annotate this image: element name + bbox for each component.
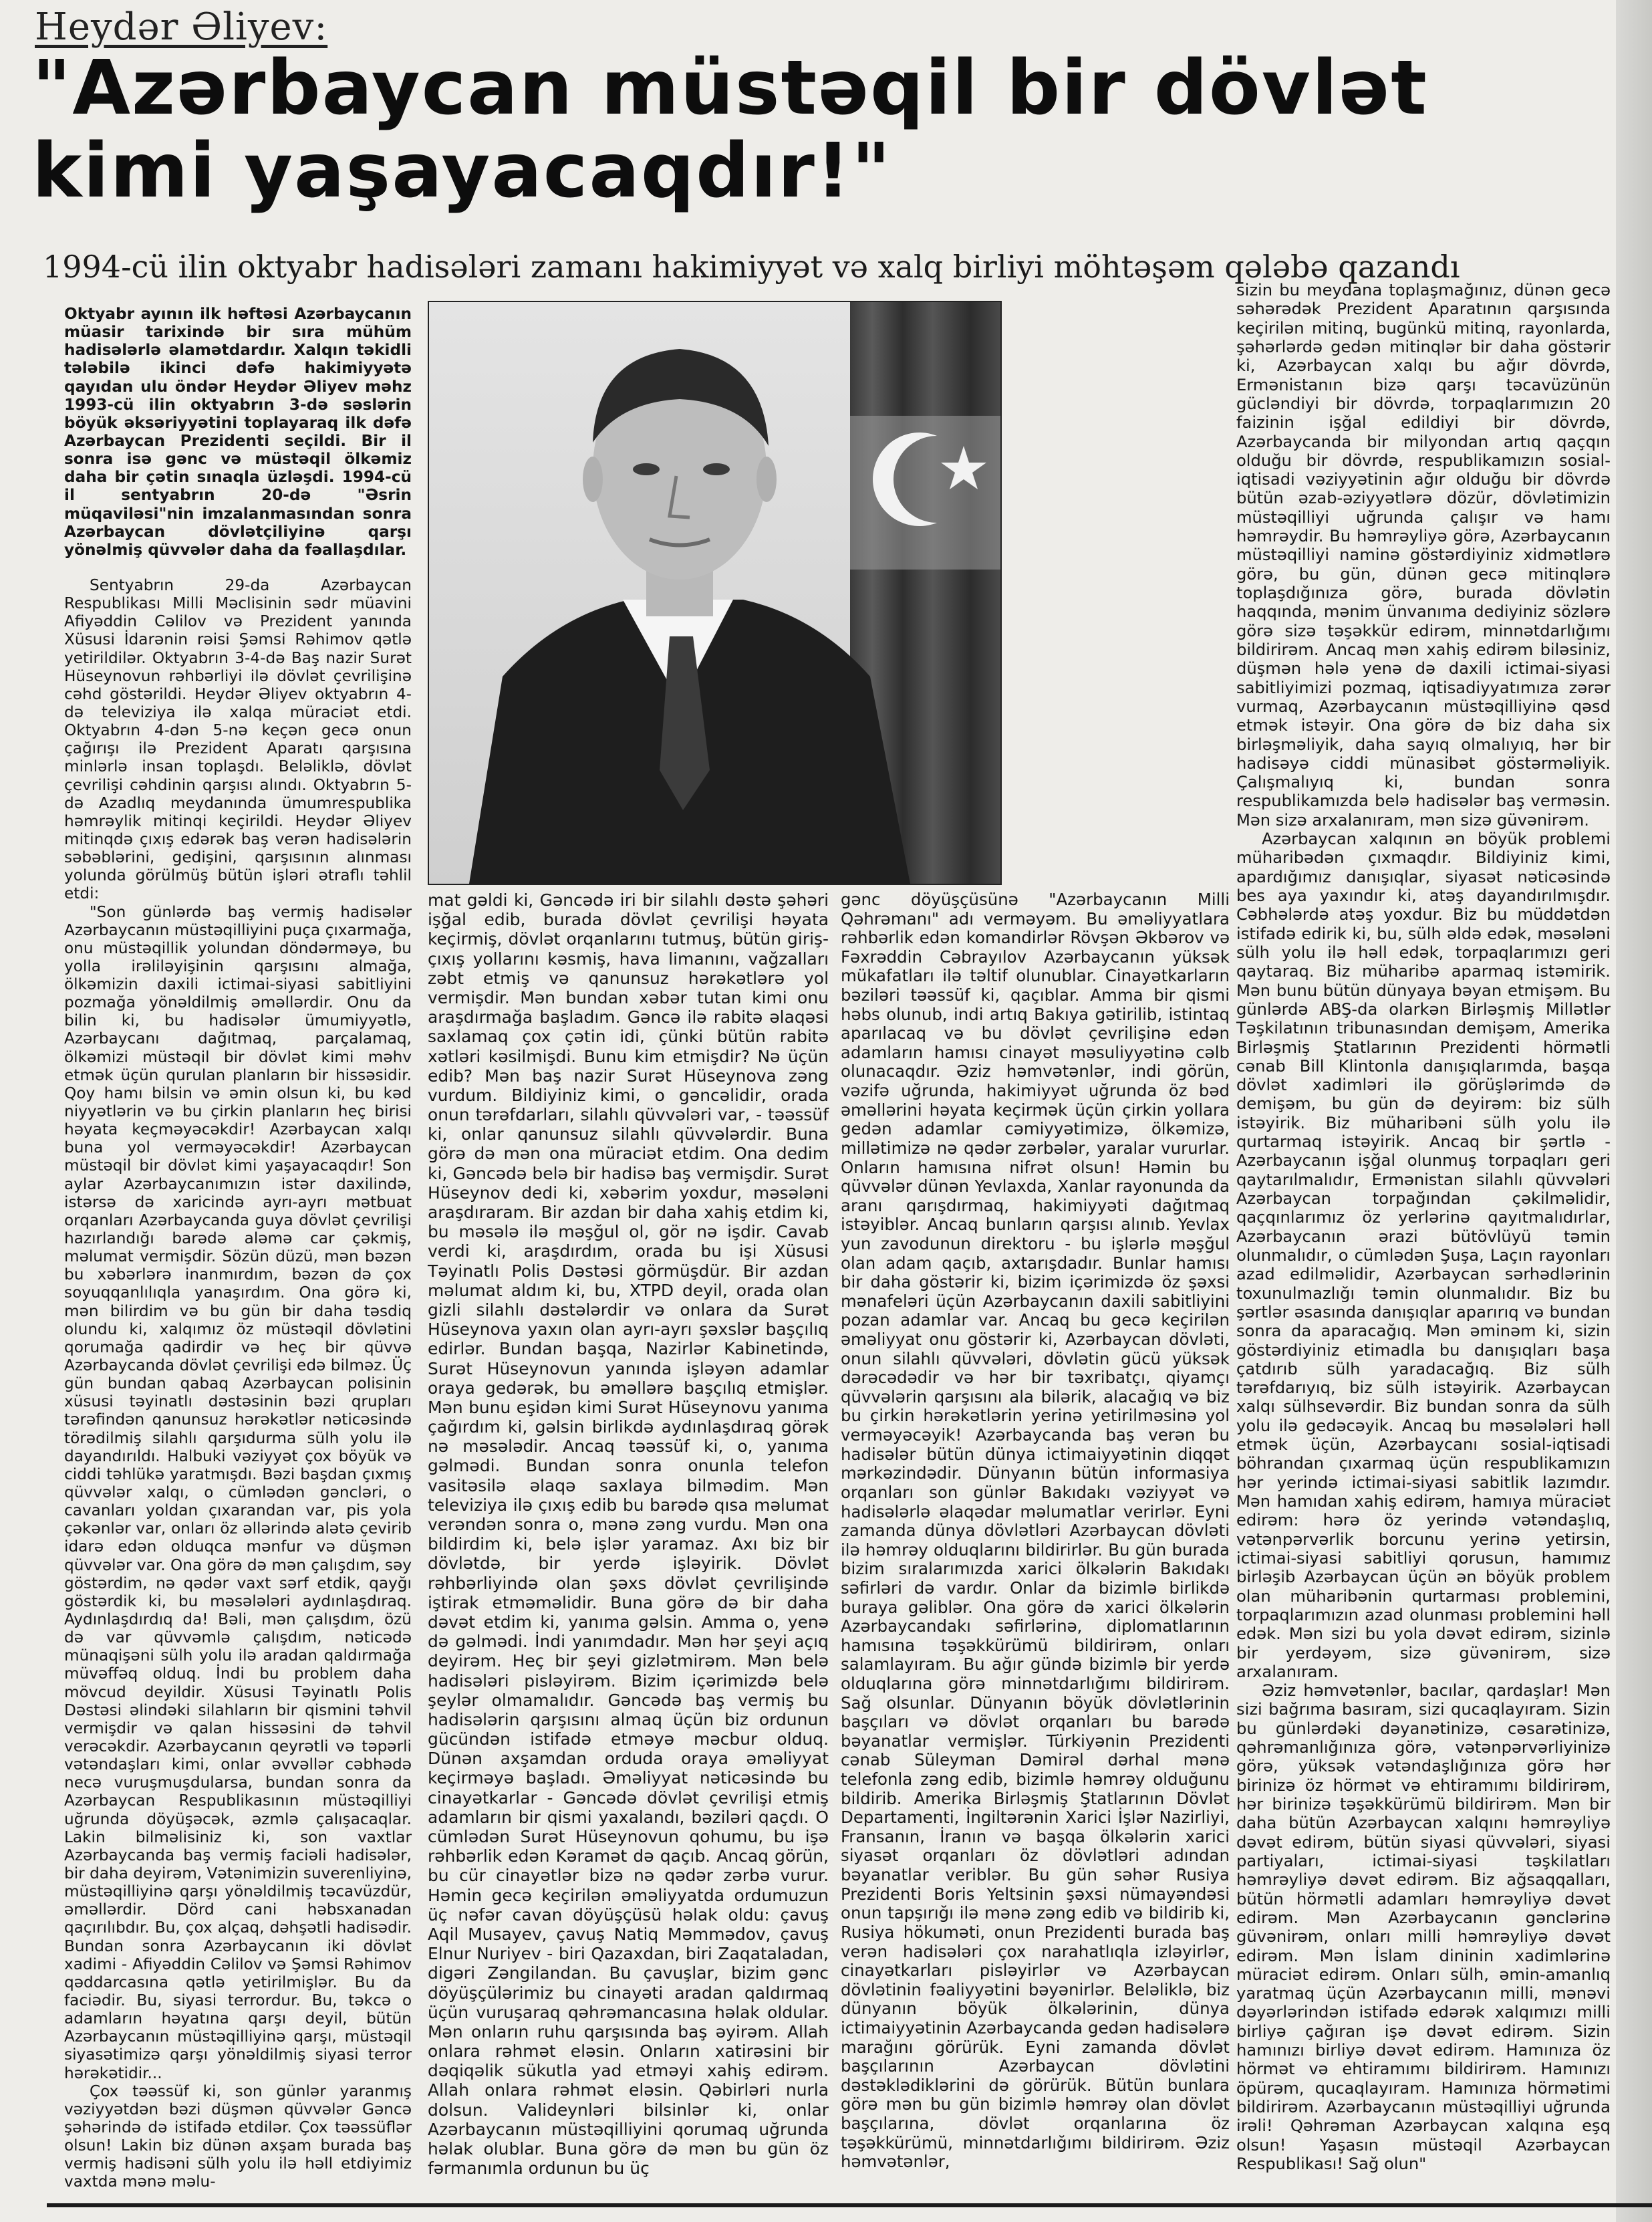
column-4 bbox=[1236, 281, 1611, 2173]
article-kicker: Heydər Əliyev: bbox=[35, 5, 328, 49]
body-paragraph: Azərbaycan xalqının ən böyük problemi müharibədən çıxmaqdır. Bildiyiniz kimi, apardığımız danışıqlar, siyasət nəticəsində bes aya yaxındır ki, atəş dayandırılmışdır. Cəbhələrdə atəş yoxdur. Biz bu müddətdən istifadə edirik ki, bu, sülh əldə edək, məsələni sülh yolu ilə həll edək, torpaqlarımızı geri qaytaraq. Biz müharibə aparmaq istəmirik. Mən bunu bütün dünyaya bəyan etmişəm. Bu günlərdə ABŞ-da olarkən Birləşmiş Millətlər Təşkilatının tribunasından demişəm, Amerika Birləşmiş Ştatlarının Prezidenti hörmətli cənab Bill Klintonla danışıqlarımda, başqa dövlət xadimləri ilə görüşlərimdə də demişəm, bu gün də deyirəm: biz sülh istəyirik. Biz müharibəni sülh yolu ilə qurtarmaq istəyirik. Ancaq bir şərtlə - Azərbaycanın işğal olunmuş torpaqları geri qaytarılmalıdır, Ermənistan silahlı qüvvələri Azərbaycan torpağından çəkilməlidir, qaçqınlarımız öz yerlərinə qayıtmalıdırlar, Azərbaycanın ərazi bütövlüyü təmin olunmalıdır, o cümlədən Şuşa, Laçın rayonları azad edilməlidir, Azərbaycan sərhədlərinin toxunulmazlığı təmin olunmalıdır. Biz bu şərtlər əsasında danışıqlar aparırıq və bundan sonra da aparacağıq. Mən əminəm ki, sizin göstərdiyiniz etimadla bu danışıqları başa çatdırıb sülh yaradacağıq. Biz sülh tərəfdarıyıq, biz sülh istəyirik. Azərbaycan xalqı sülhsevərdir. Biz bundan sonra da sülh yolu ilə gedəcəyik. Ancaq bu məsələləri həll etmək üçün, Azərbaycanı sosial-iqtisadi böhrandan çıxarmaq üçün respublikamızın hər yerində ictimai-siyasi sabitlik lazımdır. Mən hamıdan xahiş edirəm, hamıya müraciət edirəm: hərə öz yerində vətəndaşlıq, vətənpərvərlik borcunu yerinə yetirsin, ictimai-siyasi sabitliyi qorusun, hamımız birləşib Azərbaycan üçün ən böyük problem olan müharibənin qurtarması problemini, torpaqlarımızın azad olunması problemini həll edək. Mən sizi bu yola dəvət edirəm, sizinlə bir yerdəyəm, sizə güvənirəm, sizə arxalanıram. bbox=[1236, 830, 1611, 1681]
article-subheadline: 1994-cü ilin oktyabr hadisələri zamanı hakimiyyət və xalq birliyi möhtəşəm qələbə qazandı bbox=[43, 249, 1460, 285]
portrait-photo bbox=[428, 301, 1002, 885]
body-paragraph: Çox təəssüf ki, son günlər yaranmış vəziyyətdən bəzi düşmən qüvvələr Gəncə şəhərində də istifadə etdilər. Çox təəssüflər olsun! Lakin biz dünən axşam burada baş vermiş hadisəni sülh yolu ilə həll etdiyimiz vaxtda mənə məlu- bbox=[64, 2082, 412, 2191]
body-paragraph: sizin bu meydana toplaşmağınız, dünən gecə səhərədək Prezident Aparatının qarşısında keçirilən mitinq, bugünkü mitinq, rayonlarda, şəhərlərdə gedən mitinqlər bir daha göstərir ki, Azərbaycan xalqı bu ağır dövrdə, Ermənistanın bizə qarşı təcavüzünün gücləndiyi bir dövrdə, torpaqlarımızın 20 faizinin işğal edildiyi bir dövrdə, Azərbaycanda bir milyondan artıq qaçqın olduğu bir dövrdə, respublikamızın sosial-iqtisadi vəziyyətinin ağır olduğu bir dövrdə bütün əzab-əziyyətlərə dözür, dövlətimizin müstəqilliyi uğrunda çalışır və hamı həmrəydir. Bu həmrəyliyə görə, Azərbaycanın müstəqilliyi naminə göstərdiyiniz xidmətlərə görə, bu gün, dünən gecə mitinqlərə toplaşdığınıza görə, burada dövlətin haqqında, mənim ünvanıma dediyiniz sözlərə görə sizə təşəkkür edirəm, minnətdarlığımı bildirirəm. Ancaq mən xahiş edirəm biləsiniz, düşmən hələ yenə də daxili ictimai-siyasi sabitliyimizi pozmaq, iqtisadiyyatımıza zərər vurmaq, Azərbaycanın müstəqilliyinə qəsd etmək istəyir. Ona görə də biz daha six birləşməliyik, daha sayıq olmalıyıq, hər bir hadisəyə ciddi münasibət göstərməliyik. Çalışmalıyıq ki, bundan sonra respublikamızda belə hadisələr baş verməsin. Mən sizə arxalanıram, mən sizə güvənirəm. bbox=[1236, 281, 1611, 830]
portrait-illustration bbox=[429, 302, 1000, 884]
body-paragraph: Əziz həmvətənlər, bacılar, qardaşlar! Mən sizi bağrıma basıram, sizi qucaqlayıram. Sizin bu günlərdəki dəyanətinizə, cəsarətinizə, qəhrəmanlığınıza görə, vətənpərvərliyinizə görə, yüksək vətəndaşlığınıza görə hər birinizə öz hörmət və ehtiramımı bildirirəm, hər birinizə təşəkkürümü bildirirəm. Mən bir daha bütün Azərbaycan xalqını həmrəyliyə dəvət edirəm, bütün siyasi qüvvələri, siyasi partiyaları, ictimai-siyasi təşkilatları həmrəyliyə dəvət edirəm. Biz ağsaqqalları, bütün hörmətli adamları həmrəyliyə dəvət edirəm. Mən Azərbaycanın gənclərinə güvənirəm, onları milli həmrəyliyə dəvət edirəm. Mən İslam dininin xadimlərinə müraciət edirəm. Onları sülh, əmin-amanlıq yaratmaq üçün Azərbaycanın milli, mənəvi dəyərlərindən istifadə edərək xalqımızı milli birliyə çağıran işə dəvət edirəm. Sizin hamınızı birliyə dəvət edirəm. Hamınıza öz hörmət və ehtiramımı bildirirəm. Hamınızı öpürəm, qucaqlayıram. Hamınıza hörmətimi bildirirəm. Azərbaycanın müstəqilliyi uğrunda irəli! Qəhrəman Azərbaycan xalqına eşq olsun! Yaşasın müstəqil Azərbaycan Respublikası! Sağ olun" bbox=[1236, 1681, 1611, 2173]
bottom-rule bbox=[47, 2203, 1652, 2207]
body-paragraph: "Son günlərdə baş vermiş hadisələr Azərbaycanın müstəqilliyini puça çıxarmağa, onu müstəqillik yolundan döndərməyə, bu yolla irəliləyişinin qarşısını almağa, ölkəmizin daxili ictimai-siyasi sabitliyini pozmağa yönəldilmiş əməllərdir. Onu da bilin ki, bu hadisələr ümumiyyətlə, Azərbaycanı dağıtmaq, parçalamaq, ölkəmizi müstəqil bir dövlət kimi məhv etmək üçün qurulan planların bir hissəsidir. Qoy hamı bilsin və əmin olsun ki, bu kəd niyyətlərin və bu çirkin planların heç birisi həyata keçməyəcəkdir! Azərbaycan xalqı buna yol verməyəcəkdir! Azərbaycan müstəqil bir dövlət kimi yaşayacaqdır! Son aylar Azərbaycanımızın istər daxilində, istərsə də xaricində ayrı-ayrı mətbuat orqanları Azərbaycanda guya dövlət çevrilişi hazırlandığı barədə aləmə car çəkmiş, məlumat vermişdir. Sözün düzü, mən bəzən bu xəbərlərə inanmırdım, bəzən də çox soyuqqanlılıqla yanaşırdım. Ona görə ki, mən bilirdim və bu gün bir daha təsdiq olundu ki, xalqımız öz müstəqil dövlətini qorumağa qadirdir və heç bir qüvvə Azərbaycanda dövlət çevrilişi edə bilməz. Üç gün bundan qabaq Azərbaycan polisinin xüsusi təyinatlı dəstəsinin bəzi qrupları tərəfindən qanunsuz hərəkətlər nəticəsində törədilmiş silahlı qarşıdurma sülh yolu ilə dayandırıldı. Halbuki vəziyyət çox böyük və ciddi təhlükə yaratmışdı. Bəzi başdan çıxmış qüvvələr xalqı, o cümlədən gəncləri, o cavanları yoldan çıxarandan var, pis yola çəkənlər var, onları öz əllərində alətə çevirib idarə edən olduqca mənfur və düşmən qüvvələr var. Ona görə də mən çalışdım, səy göstərdim, nə qədər vaxt sərf etdik, qayğı göstərdik ki, bu məsələləri aydınlaşdıraq. Aydınlaşdırdıq da! Bəli, mən çalışdım, özü də var qüvvəmlə çalışdım, nəticədə münaqişəni sülh yolu ilə aradan qaldırmağa müvəffəq olduq. İndi bu problem daha mövcud deyildir. Xüsusi Təyinatlı Polis Dəstəsi əlindəki silahların bir qismini təhvil vermişdir və qalan hissəsini də təhvil verəcəkdir. Azərbaycanın qeyrətli və təpərli vətəndaşları kimi, onlar əvvəllər cəbhədə necə vuruşmuşdularsa, bundan sonra da Azərbaycan Respublikasının müstəqilliyi uğrunda döyüşəcək, əzmlə çalışacaqlar. Lakin bilməlisiniz ki, son vaxtlar Azərbaycanda baş vermiş faciəli hadisələr, bir daha deyirəm, Vətənimizin suverenliyinə, müstəqilliyinə qarşı yönəldilmiş təcavüzdür, əməllərdir. Dörd cani həbsxanadan qaçırılıbdır. Bu, çox alçaq, dəhşətli hadisədir. Bundan sonra Azərbaycanın iki dövlət xadimi - Afiyəddin Cəlilov və Şəmsi Rəhimov qəddarcasına qətlə yetirilmişlər. Bu da faciədir. Bu, siyasi terrordur. Bu, təkcə o adamların həyatına qarşı deyil, bütün Azərbaycanın müstəqilliyinə qarşı, müstəqil siyasətimizə qarşı yönəldilmiş siyasi terror hərəkətidir... bbox=[64, 902, 412, 2082]
body-paragraph: gənc döyüşçüsünə "Azərbaycanın Milli Qəhrəmanı" adı verməyəm. Bu əməliyyatlara rəhbərlik edən komandirlər Rövşən Əkbərov və Fəxrəddin Cəbrayılov Azərbaycanın yüksək mükafatları ilə təltif olunublar. Cinayətkarların bəziləri təəssüf ki, qaçıblar. Amma bir qismi həbs olunub, indi artıq Bakıya gətirilib, istintaq aparılacaq və bu dövlət çevrilişinə edən adamların hamısı cinayət məsuliyyətinə cəlb olunacaqdır. Əziz həmvətənlər, indi görün, vəzifə uğrunda, hakimiyyət uğrunda öz bəd əməllərini həyata keçirmək üçün çirkin yollara gedən adamlar cəmiyyətimizə, ölkəmizə, millətimizə nə qədər zərbələr, yaralar vururlar. Onların hamısına nifrət olsun! Həmin bu qüvvələr dünən Yevlaxda, Xanlar rayonunda da aranı qarışdırmaq, hakimiyyəti dağıtmaq istəyiblər. Ancaq bunların qarşısı alınıb. Yevlax yun zavodunun direktoru - bu işlərlə məşğul olan adam qaçıb, axtarışdadır. Bunlar hamısı bir daha göstərir ki, bizim içərimizdə öz şəxsi mənafeləri üçün Azərbaycanın daxili sabitliyini pozan adamlar var. Ancaq bu gecə keçirilən əməliyyat onu göstərir ki, Azərbaycan dövləti, onun silahlı qüvvələri, dövlətin gücü yüksək dərəcədədir və hər bir təxribatçı, qiyamçı qüvvələrin qarşısını ala bilərik, alacağıq və biz bu çirkin hərəkətlərin yerinə yetirilməsinə yol verməyəcəyik! Azərbaycanda baş verən bu hadisələr bütün dünya ictimaiyyətinin diqqət mərkəzindədir. Dünyanın bütün informasiya orqanları son günlər Bakıdakı vəziyyət və hadisələrlə əlaqədar məlumatlar verirlər. Eyni zamanda dünya dövlətləri Azərbaycan dövləti ilə həmrəy olduqlarını bildirirlər. Bu gün burada bizim sıralarımızda xarici ölkələrin Bakıdakı səfirləri də vardır. Onlar da bizimlə birlikdə buraya gəliblər. Ona görə də xarici ölkələrin Azərbaycandakı səfirlərinə, diplomatlarının hamısına təşəkkürümü bildirirəm, onları salamlayıram. Bu ağır gündə bizimlə bir yerdə olduqlarına görə minnətdarlığımı bildirirəm. Sağ olsunlar. Dünyanın böyük dövlətlərinin başçıları və dövlət orqanları bu barədə bəyanatlar vermişlər. Türkiyənin Prezidenti cənab Süleyman Dəmirəl dərhal mənə telefonla zəng edib, bizimlə həmrəy olduğunu bildirib. Amerika Birləşmiş Ştatlarının Dövlət Departamenti, İngiltərənin Xarici İşlər Nazirliyi, Fransanın, İranın və başqa ölkələrin xarici siyasət orqanları öz dövlətləri adından bəyanatlar veriblər. Bu gün səhər Rusiya Prezidenti Boris Yeltsinin şəxsi nümayəndəsi onun tapşırığı ilə mənə zəng edib və bildirib ki, Rusiya hökuməti, onun Prezidenti burada baş verən hadisələri çox narahatlıqla izləyirlər, cinayətkarları pisləyirlər və Azərbaycan dövlətinin fəaliyyətini bəyənirlər. Beləliklə, biz dünyanın böyük ölkələrinin, dünya ictimaiyyətinin Azərbaycanda gedən hadisələrə marağını görürük. Eyni zamanda dövlət başçılarının Azərbaycan dövlətini dəstəklədiklərini də görürük. Bütün bunlara görə mən bu gün bizimlə həmrəy olan dövlət başçılarına, dövlət orqanlarına öz təşəkkürümü, minnətdarlığımı bildirirəm. Əziz həmvətənlər, bbox=[841, 890, 1230, 2172]
column-2 bbox=[428, 890, 829, 2178]
column-3 bbox=[841, 890, 1230, 2172]
body-paragraph: Sentyabrın 29-da Azərbaycan Respublikası Milli Məclisinin sədr müavini Afiyəddin Cəlilov və Prezident yanında Xüsusi İdarənin rəisi Şəmsi Rəhimov qətlə yetirildilər. Oktyabrın 3-4-də Baş nazir Surət Hüseynovun rəhbərliyi ilə dövlət çevrilişinə cəhd göstərildi. Heydər Əliyev oktyabrın 4-də televiziya ilə xalqa müraciət etdi. Oktyabrın 4-dən 5-nə keçən gecə onun çağırışı ilə Prezident Aparatı qarşısına minlərlə insan toplaşdı. Beləliklə, dövlət çevrilişi cəhdinin qarşısı alındı. Oktyabrın 5-də Azadlıq meydanında ümumrespublika həmrəylik mitinqi keçirildi. Heydər Əliyev mitinqdə çıxış edərək baş verən hadisələrin səbəblərini, gedişini, qarşısının alınması yolunda görülmüş bütün işləri ətraflı təhlil etdi: bbox=[64, 576, 412, 903]
body-paragraph: mat gəldi ki, Gəncədə iri bir silahlı dəstə şəhəri işğal edib, burada dövlət çevrilişi həyata keçirmiş, dövlət orqanlarını tutmuş, bütün giriş-çıxış yollarını kəsmiş, hava limanını, vağzalları zəbt etmiş və qanunsuz hərəkətlərə yol vermişdir. Mən bundan xəbər tutan kimi onu araşdırmağa başladım. Gəncə ilə rabitə əlaqəsi saxlamaq çox çətin idi, çünki bütün rabitə xətləri kəsilmişdi. Bunu kim etmişdir? Nə üçün edib? Mən baş nazir Surət Hüseynova zəng vurdum. Bildiyiniz kimi, o gəncəlidir, orada onun tərəfdarları, silahlı qüvvələri var, - təəssüf ki, onlar qanunsuz silahlı qüvvələrdir. Buna görə də mən ona müraciət etdim. Ona dedim ki, Gəncədə belə bir hadisə baş vermişdir. Surət Hüseynov dedi ki, xəbərim yoxdur, məsələni araşdıraram. Bir azdan bir daha xahiş etdim ki, bu məsələ ilə məşğul ol, gör nə işdir. Cavab verdi ki, araşdırdım, orada bu işi Xüsusi Təyinatlı Polis Dəstəsi görmüşdür. Bir azdan məlumat aldım ki, bu, XTPD deyil, orada olan gizli silahlı dəstələrdir və onlara da Surət Hüseynova yaxın olan ayrı-ayrı şəxslər başçılıq edirlər. Bundan başqa, Nazirlər Kabinetində, Surət Hüseynovun yanında işləyən adamlar oraya gedərək, bu əməllərə başçılıq etmişlər. Mən bunu eşidən kimi Surət Hüseynovu yanıma çağırdım ki, gəlsin birlikdə aydınlaşdıraq görək nə məsələdir. Ancaq təəssüf ki, o, yanıma gəlmədi. Bundan sonra onunla telefon vasitəsilə əlaqə saxlaya bilmədim. Mən televiziya ilə çıxış edib bu barədə qısa məlumat verəndən sonra o, mənə zəng vurdu. Mən ona bildirdim ki, belə işlər yaramaz. Axı biz bir dövlətdə, bir yerdə işləyirik. Dövlət rəhbərliyində olan şəxs dövlət çevrilişində iştirak etməməlidir. Buna görə də bir daha dəvət etdim ki, yanıma gəlsin. Amma o, yenə də gəlmədi. İndi yanımdadır. Mən hər şeyi açıq deyirəm. Heç bir şeyi gizlətmirəm. Mən belə hadisələri pisləyirəm. Bizim içərimizdə belə şeylər olmamalıdır. Gəncədə baş vermiş bu hadisələrin qarşısını almaq üçün biz ordunun gücündən istifadə etməyə məcbur olduq. Dünən axşamdan orduda oraya əməliyyat keçirməyə başladı. Əməliyyat nəticəsində bu cinayətkarlar - Gəncədə dövlət çevrilişi etmiş adamların bir qismi yaxalandı, bəziləri qaçdı. O cümlədən Surət Hüseynovun qohumu, bu işə rəhbərlik edən Kəramət də qaçıb. Ancaq görün, bu cür cinayətlər bizə nə qədər zərbə vurur. Həmin gecə keçirilən əməliyyatda ordumuzun üç nəfər cavan döyüşçüsü həlak oldu: çavuş Aqil Musayev, çavuş Natiq Məmmədov, çavuş Elnur Nuriyev - biri Qazaxdan, biri Zaqataladan, digəri Zəngilandan. Bu çavuşlar, bizim gənc döyüşçülərimiz bu cinayəti aradan qaldırmaq üçün vuruşaraq qəhrəmancasına həlak oldular. Mən onların ruhu qarşısında baş əyirəm. Allah onlara rəhmət eləsin. Onların xatirəsini bir dəqiqəlik sükutla yad etməyi xahiş edirəm. Allah onlara rəhmət eləsin. Qəbirləri nurla dolsun. Valideynləri bilsinlər ki, onlar Azərbaycanın müstəqilliyini qorumaq uğrunda həlak olublar. Buna görə də mən bu gün öz fərmanımla ordunun bu üç bbox=[428, 890, 829, 2179]
article-headline: "Azərbaycan müstəqil bir dövlət kimi yaşayacaqdır!" bbox=[32, 45, 1428, 215]
column-1 bbox=[64, 305, 412, 2191]
lead-paragraph: Oktyabr ayının ilk həftəsi Azərbaycanın müasir tarixində bir sıra mühüm hadisələrlə əlamətdardır. Xalqın təkidli tələbilə ikinci dəfə hakimiyyətə qayıdan ulu öndər Heydər Əliyev məhz 1993-cü ilin oktyabrın 3-də səslərin böyük əksəriyyətini toplayaraq ilk dəfə Azərbaycan Prezidenti seçildi. Bir il sonra isə gənc və müstəqil ölkəmiz daha bir çətin sınaqla üzləşdi. 1994-cü il sentyabrın 20-də "Əsrin müqaviləsi"nin imzalanmasından sonra Azərbaycan dövlətçiliyinə qarşı yönəlmiş qüvvələr daha da fəallaşdılar. bbox=[64, 305, 412, 559]
page-edge bbox=[1616, 0, 1652, 2222]
